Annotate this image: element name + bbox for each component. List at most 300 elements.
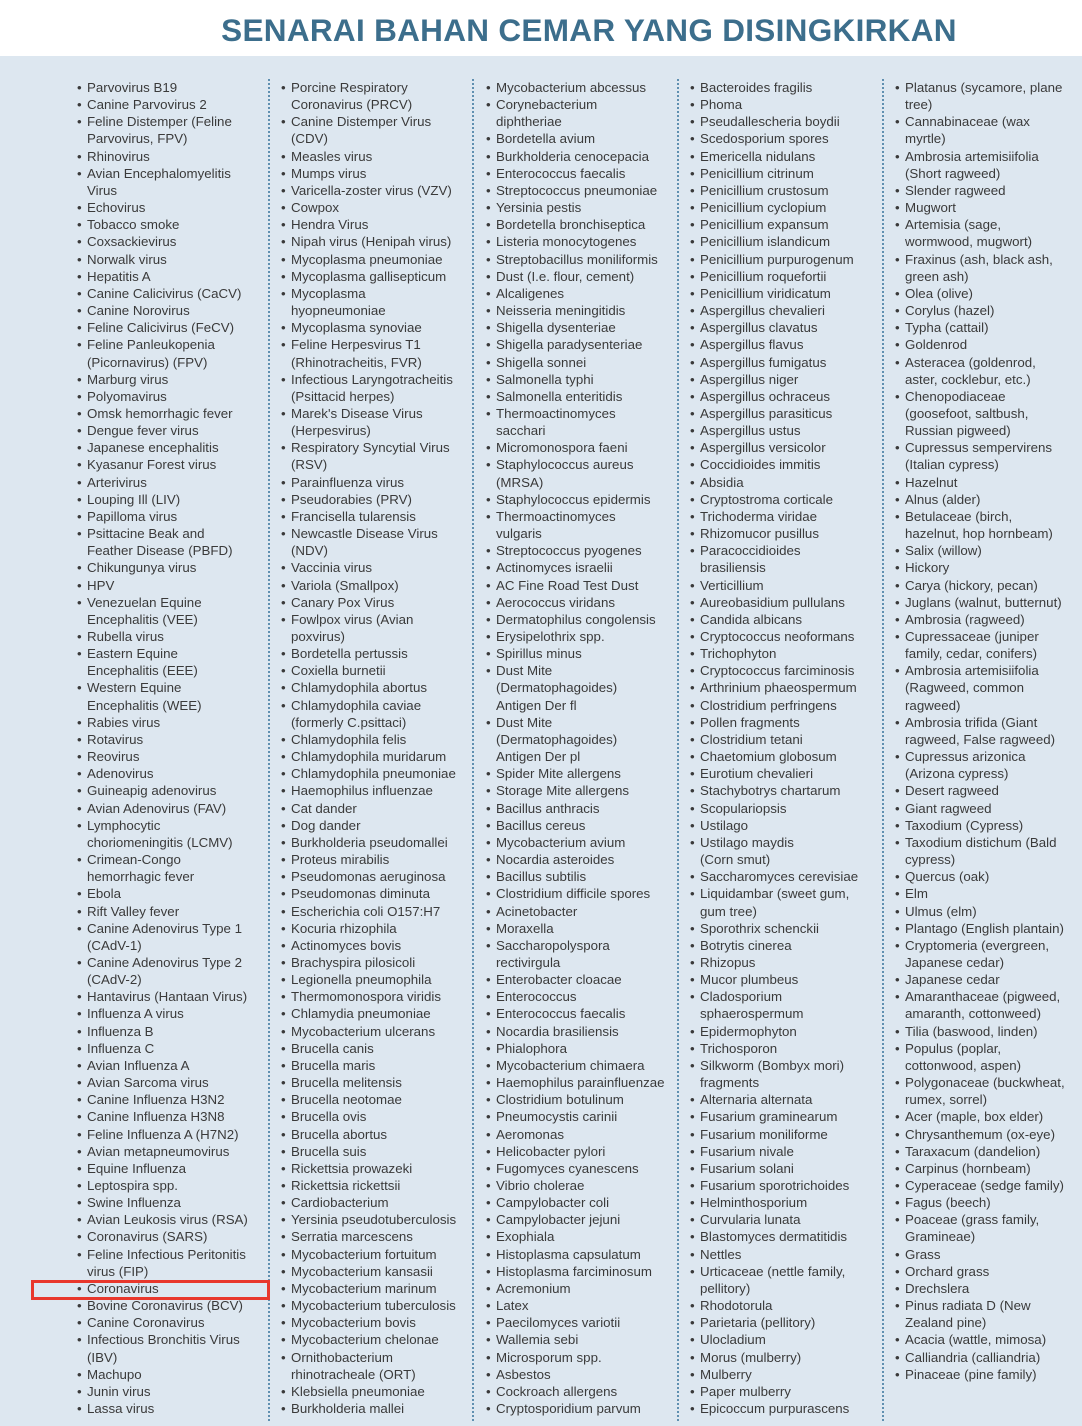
list-item: • Canine Parvovirus 2 [77,96,265,113]
column-divider [677,79,679,1421]
list-item: • Legionella pneumophila [281,971,469,988]
page-title: SENARAI BAHAN CEMAR YANG DISINGKIRKAN [221,12,957,48]
list-item: • Moraxella [486,920,674,937]
list-item: • Aspergillus clavatus [690,319,878,336]
list-item: • Streptococcus pneumoniae [486,182,674,199]
contaminant-column-2 [281,79,469,1417]
list-item: • Hendra Virus [281,216,469,233]
list-item: • Serratia marcescens [281,1228,469,1245]
list-item: • Populus (poplar, cottonwood, aspen) [895,1040,1080,1074]
list-item: • Taraxacum (dandelion) [895,1143,1080,1160]
list-item: • Actinomyces bovis [281,937,469,954]
list-item: • Emericella nidulans [690,148,878,165]
list-item: • Olea (olive) [895,285,1080,302]
list-item: • Mycoplasma hyopneumoniae [281,285,469,319]
list-item-highlighted: • Coronavirus [77,1280,265,1297]
column-divider [268,79,270,1421]
list-item: • Pneumocystis carinii [486,1108,674,1125]
list-item: • Silkworm (Bombyx mori) fragments [690,1057,878,1091]
list-item: • Brucella melitensis [281,1074,469,1091]
list-item: • Varicella-zoster virus (VZV) [281,182,469,199]
list-item: • Cat dander [281,800,469,817]
list-item: • Staphylococcus epidermis [486,491,674,508]
list-item: • Thermoactinomyces vulgaris [486,508,674,542]
list-item: • Kocuria rhizophila [281,920,469,937]
list-item: • Cryptococcus neoformans [690,628,878,645]
list-item: • Coronavirus (SARS) [77,1228,265,1245]
list-item: • Bacteroides fragilis [690,79,878,96]
list-item: • Cardiobacterium [281,1194,469,1211]
list-item: • Haemophilus influenzae [281,782,469,799]
list-item: • Rotavirus [77,731,265,748]
list-item: • Avian Influenza A [77,1057,265,1074]
list-item: • Avian Encephalomyelitis Virus [77,165,265,199]
list-item: • Leptospira spp. [77,1177,265,1194]
list-item: • Acinetobacter [486,903,674,920]
list-item: • Scopulariopsis [690,800,878,817]
list-item: • Variola (Smallpox) [281,577,469,594]
list-item: • Asteracea (goldenrod, aster, cocklebur, etc.) [895,354,1080,388]
list-item: • Canine Norovirus [77,302,265,319]
list-item: • Brucella maris [281,1057,469,1074]
list-item: • Aureobasidium pullulans [690,594,878,611]
list-item: • Artemisia (sage, wormwood, mugwort) [895,216,1080,250]
column-divider [882,79,884,1421]
list-item: • Omsk hemorrhagic fever [77,405,265,422]
list-item: • Hazelnut [895,474,1080,491]
list-item: • Campylobacter jejuni [486,1211,674,1228]
list-item: • Fraxinus (ash, black ash, green ash) [895,251,1080,285]
list-item: • Penicillium citrinum [690,165,878,182]
list-item: • Curvularia lunata [690,1211,878,1228]
list-item: • Yersinia pestis [486,199,674,216]
list-item: • Guineapig adenovirus [77,782,265,799]
list-item: • Influenza C [77,1040,265,1057]
list-item: • Rubella virus [77,628,265,645]
list-item: • Urticaceae (nettle family, pellitory) [690,1263,878,1297]
list-item: • Phoma [690,96,878,113]
list-item: • Liquidambar (sweet gum, gum tree) [690,885,878,919]
list-item: • Bordetella avium [486,130,674,147]
list-item: • Penicillium cyclopium [690,199,878,216]
list-item: • Cockroach allergens [486,1383,674,1400]
list-item: • Betulaceae (birch, hazelnut, hop hornbeam) [895,508,1080,542]
list-item: • Brucella canis [281,1040,469,1057]
list-item: • Taxodium (Cypress) [895,817,1080,834]
list-item: • Mucor plumbeus [690,971,878,988]
list-item: • Cowpox [281,199,469,216]
list-item: • Exophiala [486,1228,674,1245]
list-item: • Cryptosporidium parvum [486,1400,674,1417]
list-item: • Mycobacterium kansasii [281,1263,469,1280]
list-item: • Mycobacterium bovis [281,1314,469,1331]
list-item: • Swine Influenza [77,1194,265,1211]
list-item: • Rhodotorula [690,1297,878,1314]
list-item: • Norwalk virus [77,251,265,268]
list-item: • Japanese cedar [895,971,1080,988]
list-item: • Aspergillus ustus [690,422,878,439]
list-item: • Canine Adenovirus Type 2 (CAdV-2) [77,954,265,988]
list-item: • Pollen fragments [690,714,878,731]
list-item: • Poaceae (grass family, Gramineae) [895,1211,1080,1245]
list-item: • Salix (willow) [895,542,1080,559]
list-item: • Quercus (oak) [895,868,1080,885]
list-item: • Campylobacter coli [486,1194,674,1211]
list-item: • Burkholderia cenocepacia [486,148,674,165]
list-item: • Porcine Respiratory Coronavirus (PRCV) [281,79,469,113]
list-item: • Ulocladium [690,1331,878,1348]
list-item: • Drechslera [895,1280,1080,1297]
list-item: • Arthrinium phaeospermum [690,679,878,696]
list-item: • Dengue fever virus [77,422,265,439]
list-item: • Nipah virus (Henipah virus) [281,233,469,250]
list-item: • Bacillus subtilis [486,868,674,885]
list-item: • Brucella suis [281,1143,469,1160]
list-item: • Dust Mite (Dermatophagoides) Antigen Der pl [486,714,674,765]
list-item: • Western Equine Encephalitis (WEE) [77,679,265,713]
list-item: • Mycobacterium chelonae [281,1331,469,1348]
list-item: • Papilloma virus [77,508,265,525]
list-item: • Blastomyces dermatitidis [690,1228,878,1245]
list-item: • Nocardia asteroides [486,851,674,868]
list-item: • Chaetomium globosum [690,748,878,765]
list-item: • Shigella dysenteriae [486,319,674,336]
list-item: • Parvovirus B19 [77,79,265,96]
list-item: • Histoplasma farciminosum [486,1263,674,1280]
list-item: • Tobacco smoke [77,216,265,233]
list-item: • Francisella tularensis [281,508,469,525]
list-item: • Polyomavirus [77,388,265,405]
list-item: • Dust Mite (Dermatophagoides) Antigen Der fl [486,662,674,713]
list-item: • Ulmus (elm) [895,903,1080,920]
list-item: • Mycobacterium chimaera [486,1057,674,1074]
list-item: • Hantavirus (Hantaan Virus) [77,988,265,1005]
list-item: • Feline Distemper (Feline Parvovirus, FPV) [77,113,265,147]
list-item: • Eurotium chevalieri [690,765,878,782]
list-item: • Influenza B [77,1023,265,1040]
list-item: • Pinaceae (pine family) [895,1366,1080,1383]
list-item: • Helminthosporium [690,1194,878,1211]
list-item: • Penicillium purpurogenum [690,251,878,268]
list-item: • Phialophora [486,1040,674,1057]
list-item: • Taxodium distichum (Bald cypress) [895,834,1080,868]
list-item: • Canary Pox Virus [281,594,469,611]
list-item: • Salmonella enteritidis [486,388,674,405]
list-item: • Canine Influenza H3N2 [77,1091,265,1108]
list-item: • Canine Distemper Virus (CDV) [281,113,469,147]
list-item: • Japanese encephalitis [77,439,265,456]
list-item: • Verticillium [690,577,878,594]
list-item: • Asbestos [486,1366,674,1383]
list-item: • Infectious Bronchitis Virus (IBV) [77,1331,265,1365]
list-item: • Chlamydophila muridarum [281,748,469,765]
list-item: • Coxiella burnetii [281,662,469,679]
list-item: • Morus (mulberry) [690,1349,878,1366]
list-item: • Fusarium moniliforme [690,1126,878,1143]
list-item: • Brachyspira pilosicoli [281,954,469,971]
list-item: • Platanus (sycamore, plane tree) [895,79,1080,113]
list-item: • Fusarium sporotrichoides [690,1177,878,1194]
list-item: • Cupressus arizonica (Arizona cypress) [895,748,1080,782]
list-item: • Brucella abortus [281,1126,469,1143]
list-item: • Acer (maple, box elder) [895,1108,1080,1125]
list-item: • Elm [895,885,1080,902]
list-item: • HPV [77,577,265,594]
list-item: • Aspergillus versicolor [690,439,878,456]
list-item: • Parietaria (pellitory) [690,1314,878,1331]
page-header [0,0,1082,56]
list-item: • Enterococcus [486,988,674,1005]
list-item: • Alcaligenes [486,285,674,302]
contaminant-column-4 [690,79,878,1417]
list-item: • Adenovirus [77,765,265,782]
list-item: • Newcastle Disease Virus (NDV) [281,525,469,559]
list-item: • Streptobacillus moniliformis [486,251,674,268]
list-item: • Scedosporium spores [690,130,878,147]
list-item: • Storage Mite allergens [486,782,674,799]
list-item: • Aspergillus niger [690,371,878,388]
list-item: • Feline Influenza A (H7N2) [77,1126,265,1143]
list-item: • Saccharomyces cerevisiae [690,868,878,885]
list-item: • Arterivirus [77,474,265,491]
list-item: • Thermomonospora viridis [281,988,469,1005]
list-item: • Clostridium difficile spores [486,885,674,902]
list-item: • Ambrosia artemisiifolia (Short ragweed) [895,148,1080,182]
list-item: • Mulberry [690,1366,878,1383]
list-item: • Pseudorabies (PRV) [281,491,469,508]
list-item: • Rabies virus [77,714,265,731]
contaminant-column-3 [486,79,674,1417]
list-item: • Rhinovirus [77,148,265,165]
list-item: • Equine Influenza [77,1160,265,1177]
list-item: • Rickettsia rickettsii [281,1177,469,1194]
list-item: • Helicobacter pylori [486,1143,674,1160]
list-item: • Spirillus minus [486,645,674,662]
list-item: • Marburg virus [77,371,265,388]
list-item: • AC Fine Road Test Dust [486,577,674,594]
list-item: • Shigella sonnei [486,354,674,371]
list-item: • Hickory [895,559,1080,576]
list-item: • Aspergillus chevalieri [690,302,878,319]
list-item: • Cladosporium sphaerospermum [690,988,878,1022]
list-item: • Cryptococcus farciminosis [690,662,878,679]
list-item: • Microsporum spp. [486,1349,674,1366]
list-item: • Staphylococcus aureus (MRSA) [486,456,674,490]
list-item: • Canine Calicivirus (CaCV) [77,285,265,302]
list-item: • Ornithobacterium rhinotracheale (ORT) [281,1349,469,1383]
list-item: • Streptococcus pyogenes [486,542,674,559]
list-item: • Chenopodiaceae (goosefoot, saltbush, Russian pigweed) [895,388,1080,439]
list-item: • Proteus mirabilis [281,851,469,868]
list-item: • Histoplasma capsulatum [486,1246,674,1263]
list-item: • Dog dander [281,817,469,834]
list-item: • Penicillium viridicatum [690,285,878,302]
list-item: • Vaccinia virus [281,559,469,576]
list-item: • Aeromonas [486,1126,674,1143]
list-item: • Epicoccum purpurascens [690,1400,878,1417]
list-item: • Enterobacter cloacae [486,971,674,988]
list-item: • Cryptostroma corticale [690,491,878,508]
list-item: • Latex [486,1297,674,1314]
list-item: • Louping Ill (LIV) [77,491,265,508]
list-item: • Wallemia sebi [486,1331,674,1348]
list-item: • Reovirus [77,748,265,765]
list-item: • Lymphocytic choriomeningitis (LCMV) [77,817,265,851]
list-item: • Paracoccidioides brasiliensis [690,542,878,576]
list-item: • Penicillium expansum [690,216,878,233]
list-item: • Mycobacterium marinum [281,1280,469,1297]
list-item: • Enterococcus faecalis [486,165,674,182]
list-item: • Giant ragweed [895,800,1080,817]
list-item: • Chlamydophila abortus [281,679,469,696]
list-item: • Juglans (walnut, butternut) [895,594,1080,611]
list-item: • Goldenrod [895,336,1080,353]
list-item: • Clostridium perfringens [690,697,878,714]
list-item: • Marek's Disease Virus (Herpesvirus) [281,405,469,439]
list-item: • Ambrosia trifida (Giant ragweed, False ragweed) [895,714,1080,748]
list-item: • Feline Calicivirus (FeCV) [77,319,265,336]
list-item: • Grass [895,1246,1080,1263]
list-item: • Escherichia coli O157:H7 [281,903,469,920]
list-item: • Burkholderia pseudomallei [281,834,469,851]
list-item: • Mycoplasma pneumoniae [281,251,469,268]
list-item: • Measles virus [281,148,469,165]
list-item: • Orchard grass [895,1263,1080,1280]
list-item: • Ustilago [690,817,878,834]
contaminant-column-1 [77,79,265,1417]
list-item: • Mycoplasma gallisepticum [281,268,469,285]
list-item: • Micromonospora faeni [486,439,674,456]
list-item: • Nettles [690,1246,878,1263]
list-item: • Chlamydophila caviae (formerly C.psittaci) [281,697,469,731]
list-item: • Klebsiella pneumoniae [281,1383,469,1400]
list-item: • Haemophilus parainfluenzae [486,1074,674,1091]
list-item: • Respiratory Syncytial Virus (RSV) [281,439,469,473]
list-item: • Pseudomonas diminuta [281,885,469,902]
list-item: • Mycobacterium abcessus [486,79,674,96]
list-item: • Thermoactinomyces sacchari [486,405,674,439]
list-item: • Eastern Equine Encephalitis (EEE) [77,645,265,679]
list-item: • Feline Panleukopenia (Picornavirus) (FPV) [77,336,265,370]
list-item: • Chlamydophila felis [281,731,469,748]
list-item: • Avian Adenovirus (FAV) [77,800,265,817]
list-item: • Trichophyton [690,645,878,662]
list-item: • Pinus radiata D (New Zealand pine) [895,1297,1080,1331]
list-item: • Bacillus cereus [486,817,674,834]
list-item: • Clostridium tetani [690,731,878,748]
list-item: • Echovirus [77,199,265,216]
list-item: • Actinomyces israelii [486,559,674,576]
list-item: • Corylus (hazel) [895,302,1080,319]
list-item: • Fusarium graminearum [690,1108,878,1125]
list-item: • Rhizomucor pusillus [690,525,878,542]
list-item: • Calliandria (calliandria) [895,1349,1080,1366]
list-item: • Chrysanthemum (ox-eye) [895,1126,1080,1143]
list-item: • Penicillium crustosum [690,182,878,199]
list-item: • Mugwort [895,199,1080,216]
list-item: • Bordetella bronchiseptica [486,216,674,233]
list-item: • Lassa virus [77,1400,265,1417]
list-item: • Influenza A virus [77,1005,265,1022]
list-item: • Amaranthaceae (pigweed, amaranth, cottonweed) [895,988,1080,1022]
list-item: • Coccidioides immitis [690,456,878,473]
list-item: • Junin virus [77,1383,265,1400]
list-item: • Fusarium nivale [690,1143,878,1160]
list-item: • Cupressus sempervirens (Italian cypress) [895,439,1080,473]
list-item: • Mycobacterium tuberculosis [281,1297,469,1314]
list-item: • Paecilomyces variotii [486,1314,674,1331]
list-item: • Typha (cattail) [895,319,1080,336]
list-item: • Rickettsia prowazeki [281,1160,469,1177]
list-item: • Coxsackievirus [77,233,265,250]
list-item: • Avian metapneumovirus [77,1143,265,1160]
list-item: • Vibrio cholerae [486,1177,674,1194]
list-item: • Ustilago maydis (Corn smut) [690,834,878,868]
list-item: • Alnus (alder) [895,491,1080,508]
list-item: • Enterococcus faecalis [486,1005,674,1022]
list-item: • Carpinus (hornbeam) [895,1160,1080,1177]
list-item: • Ebola [77,885,265,902]
list-item: • Paper mulberry [690,1383,878,1400]
list-item: • Nocardia brasiliensis [486,1023,674,1040]
list-item: • Corynebacterium diphtheriae [486,96,674,130]
list-item: • Mycoplasma synoviae [281,319,469,336]
list-item: • Machupo [77,1366,265,1383]
list-item: • Botrytis cinerea [690,937,878,954]
list-item: • Plantago (English plantain) [895,920,1080,937]
list-item: • Feline Infectious Peritonitis virus (FIP) [77,1246,265,1280]
list-item: • Chikungunya virus [77,559,265,576]
contaminant-column-5 [895,79,1080,1383]
list-item: • Sporothrix schenckii [690,920,878,937]
list-item: • Trichosporon [690,1040,878,1057]
list-item: • Burkholderia mallei [281,1400,469,1417]
list-item: • Trichoderma viridae [690,508,878,525]
list-item: • Desert ragweed [895,782,1080,799]
list-item: • Ambrosia artemisiifolia (Ragweed, common ragweed) [895,662,1080,713]
list-item: • Parainfluenza virus [281,474,469,491]
list-item: • Cyperaceae (sedge family) [895,1177,1080,1194]
list-item: • Fowlpox virus (Avian poxvirus) [281,611,469,645]
list-item: • Chlamydia pneumoniae [281,1005,469,1022]
list-item: • Aspergillus parasiticus [690,405,878,422]
list-item: • Aspergillus flavus [690,336,878,353]
list-item: • Carya (hickory, pecan) [895,577,1080,594]
list-item: • Yersinia pseudotuberculosis [281,1211,469,1228]
list-item: • Shigella paradysenteriae [486,336,674,353]
list-item: • Kyasanur Forest virus [77,456,265,473]
list-item: • Fugomyces cyanescens [486,1160,674,1177]
list-item: • Canine Influenza H3N8 [77,1108,265,1125]
list-item: • Feline Herpesvirus T1 (Rhinotracheitis, FVR) [281,336,469,370]
list-item: • Salmonella typhi [486,371,674,388]
contaminant-list-panel [0,56,1082,1426]
list-item: • Pseudomonas aeruginosa [281,868,469,885]
list-item: • Aerococcus viridans [486,594,674,611]
list-item: • Erysipelothrix spp. [486,628,674,645]
list-item: • Crimean-Congo hemorrhagic fever [77,851,265,885]
column-divider [472,79,474,1421]
list-item: • Mycobacterium ulcerans [281,1023,469,1040]
list-item: • Saccharopolyspora rectivirgula [486,937,674,971]
list-item: • Absidia [690,474,878,491]
list-item: • Canine Coronavirus [77,1314,265,1331]
list-item: • Acremonium [486,1280,674,1297]
list-item: • Rift Valley fever [77,903,265,920]
list-item: • Epidermophyton [690,1023,878,1040]
list-item: • Avian Leukosis virus (RSA) [77,1211,265,1228]
list-item: • Fagus (beech) [895,1194,1080,1211]
